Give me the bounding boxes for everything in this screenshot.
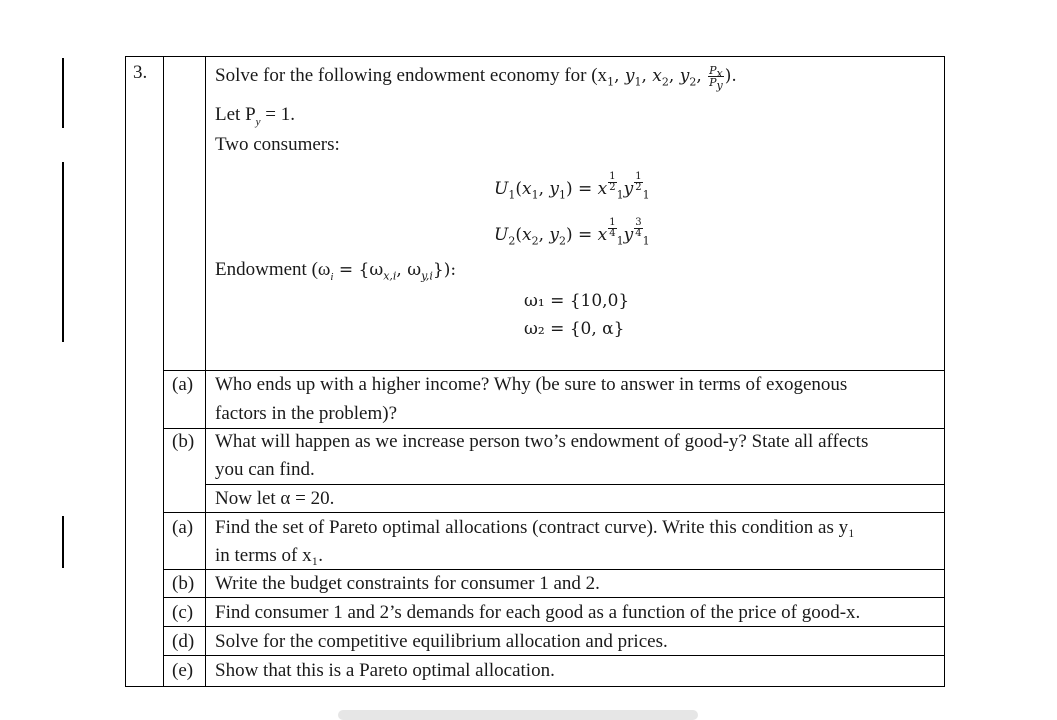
- question-text: Find the set of Pareto optimal allocations (contract curve). Write this condition as y₁: [215, 517, 855, 538]
- row-separator: [163, 626, 944, 627]
- question-label: (a): [172, 374, 194, 395]
- row-separator: [163, 569, 944, 570]
- table-border: [163, 56, 164, 687]
- question-text: factors in the problem)?: [215, 403, 398, 424]
- table-border: [125, 56, 126, 687]
- question-label: (e): [172, 660, 194, 681]
- horizontal-scrollbar[interactable]: [338, 710, 698, 720]
- endowment-consumer-1: ω₁ = {10,0}: [524, 291, 630, 311]
- margin-bar: [62, 58, 64, 128]
- endowment-label: Endowment ($\omega_i = \{\omega_{x,i}$, $\omega_{y,i}$}):: [215, 259, 457, 283]
- consumers-heading: Two consumers:: [215, 134, 340, 155]
- question-label: (c): [172, 602, 194, 623]
- question-label: (b): [172, 573, 195, 594]
- margin-bar: [62, 162, 64, 342]
- problem-number: 3.: [133, 62, 148, 83]
- question-label: (a): [172, 517, 194, 538]
- problem-intro: Solve for the following endowment economy for ($x_1$, $y_1$, $x_2$, $y_2$, $\frac{P_x}{P_y}$ ).: [215, 64, 737, 93]
- alpha-note: Now let α = 20.: [215, 488, 335, 509]
- utility-u2: $U_2(x_2$, $y_2) = x$ $\frac{1}{4}$ $_1$y $\frac{3}{4}$ $_1$: [494, 217, 650, 248]
- question-text: Show that this is a Pareto optimal allocation.: [215, 660, 555, 681]
- question-text: Solve for the competitive equilibrium allocation and prices.: [215, 631, 668, 652]
- question-text: Find consumer 1 and 2’s demands for each good as a function of the price of good-x.: [215, 602, 861, 623]
- row-separator: [163, 428, 944, 429]
- question-text: What will happen as we increase person two’s endowment of good-y? State all affects: [215, 431, 869, 452]
- question-text: Who ends up with a higher income? Why (be sure to answer in terms of exogenous: [215, 374, 848, 395]
- question-label: (d): [172, 631, 195, 652]
- price-normalization: Let $P_y = 1$.: [215, 104, 295, 128]
- row-separator: [205, 484, 944, 485]
- endowment-consumer-2: ω₂ = {0, α}: [524, 319, 625, 339]
- question-text: Write the budget constraints for consumer 1 and 2.: [215, 573, 600, 594]
- question-label: (b): [172, 431, 195, 452]
- question-text: you can find.: [215, 459, 315, 480]
- table-border: [944, 56, 945, 687]
- row-separator: [163, 512, 944, 513]
- table-border: [125, 686, 945, 687]
- table-border: [125, 56, 945, 57]
- row-separator: [163, 370, 944, 371]
- margin-bar: [62, 516, 64, 568]
- question-text: in terms of x₁.: [215, 545, 323, 566]
- utility-u1: $U_1(x_1$, $y_1) = x$ $\frac{1}{2}$ $_1$y $\frac{1}{2}$ $_1$: [494, 171, 650, 202]
- row-separator: [163, 655, 944, 656]
- table-border: [205, 370, 206, 686]
- row-separator: [163, 597, 944, 598]
